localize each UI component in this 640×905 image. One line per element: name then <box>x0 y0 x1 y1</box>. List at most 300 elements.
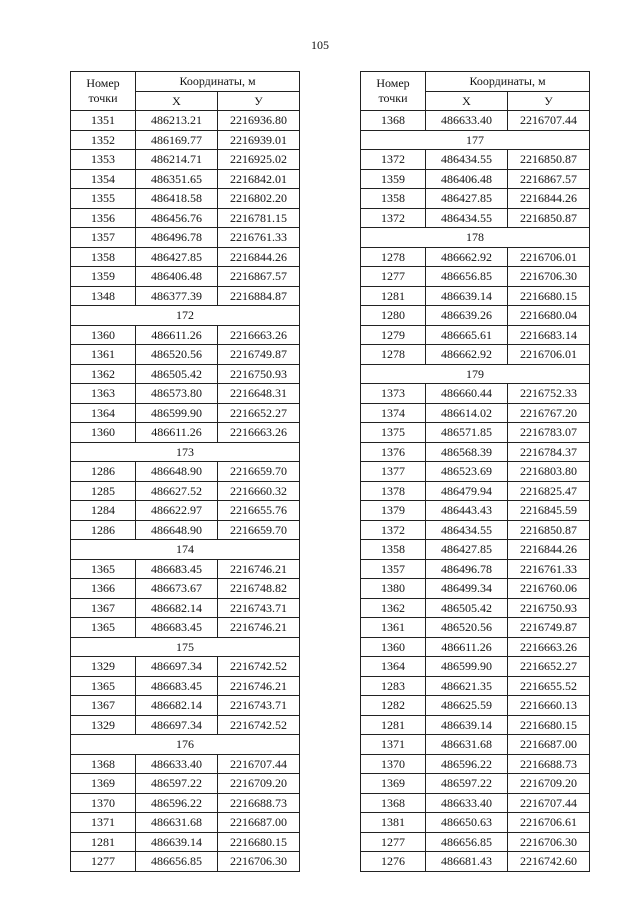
point-number-cell: 1278 <box>361 247 426 267</box>
y-coordinate-cell: 2216750.93 <box>508 598 590 618</box>
point-number-cell: 1363 <box>71 384 136 404</box>
table-row <box>71 247 300 267</box>
y-coordinate-cell: 2216655.76 <box>218 501 300 521</box>
table-row <box>71 462 300 482</box>
y-coordinate-cell: 2216844.26 <box>508 189 590 209</box>
group-header-row <box>361 364 590 384</box>
group-number: 174 <box>71 540 300 560</box>
y-coordinate-cell: 2216687.00 <box>218 813 300 833</box>
y-coordinate-cell: 2216707.44 <box>508 111 590 131</box>
y-coordinate-cell: 2216706.01 <box>508 345 590 365</box>
table-row <box>71 520 300 540</box>
header-y: У <box>508 91 590 111</box>
point-number-cell: 1371 <box>71 813 136 833</box>
y-coordinate-cell: 2216867.57 <box>218 267 300 287</box>
y-coordinate-cell: 2216663.26 <box>218 325 300 345</box>
x-coordinate-cell: 486633.40 <box>426 111 508 131</box>
table-row <box>71 813 300 833</box>
table-row <box>361 540 590 560</box>
x-coordinate-cell: 486418.58 <box>136 189 218 209</box>
y-coordinate-cell: 2216767.20 <box>508 403 590 423</box>
x-coordinate-cell: 486683.45 <box>136 618 218 638</box>
x-coordinate-cell: 486611.26 <box>136 423 218 443</box>
table-row <box>71 189 300 209</box>
x-coordinate-cell: 486406.48 <box>426 169 508 189</box>
y-coordinate-cell: 2216706.01 <box>508 247 590 267</box>
x-coordinate-cell: 486621.35 <box>426 676 508 696</box>
group-number: 177 <box>361 130 590 150</box>
point-number-cell: 1370 <box>71 793 136 813</box>
point-number-cell: 1380 <box>361 579 426 599</box>
point-number-cell: 1361 <box>71 345 136 365</box>
x-coordinate-cell: 486505.42 <box>136 364 218 384</box>
point-number-cell: 1357 <box>361 559 426 579</box>
point-number-cell: 1359 <box>71 267 136 287</box>
y-coordinate-cell: 2216680.15 <box>508 286 590 306</box>
group-header-row <box>361 228 590 248</box>
coordinates-table-left <box>70 71 300 872</box>
point-number-cell: 1372 <box>361 520 426 540</box>
header-coordinates: Координаты, м <box>426 72 590 92</box>
table-row <box>361 637 590 657</box>
table-row <box>361 501 590 521</box>
table-row <box>361 150 590 170</box>
y-coordinate-cell: 2216743.71 <box>218 696 300 716</box>
group-number: 175 <box>71 637 300 657</box>
x-coordinate-cell: 486427.85 <box>426 540 508 560</box>
table-row <box>71 364 300 384</box>
table-row <box>71 676 300 696</box>
x-coordinate-cell: 486597.22 <box>136 774 218 794</box>
table-row <box>361 403 590 423</box>
table-row <box>361 774 590 794</box>
x-coordinate-cell: 486622.97 <box>136 501 218 521</box>
group-header-row <box>71 442 300 462</box>
x-coordinate-cell: 486434.55 <box>426 150 508 170</box>
y-coordinate-cell: 2216742.52 <box>218 715 300 735</box>
point-number-cell: 1377 <box>361 462 426 482</box>
point-number-cell: 1360 <box>71 325 136 345</box>
y-coordinate-cell: 2216844.26 <box>218 247 300 267</box>
table-row <box>361 267 590 287</box>
x-coordinate-cell: 486573.80 <box>136 384 218 404</box>
table-row <box>361 735 590 755</box>
x-coordinate-cell: 486496.78 <box>426 559 508 579</box>
point-number-cell: 1353 <box>71 150 136 170</box>
y-coordinate-cell: 2216749.87 <box>218 345 300 365</box>
point-number-cell: 1359 <box>361 169 426 189</box>
table-row <box>71 345 300 365</box>
point-number-cell: 1281 <box>361 715 426 735</box>
point-number-cell: 1372 <box>361 208 426 228</box>
y-coordinate-cell: 2216825.47 <box>508 481 590 501</box>
x-coordinate-cell: 486639.14 <box>136 832 218 852</box>
y-coordinate-cell: 2216784.37 <box>508 442 590 462</box>
point-number-cell: 1356 <box>71 208 136 228</box>
point-number-cell: 1376 <box>361 442 426 462</box>
table-row <box>361 111 590 131</box>
table-row <box>71 423 300 443</box>
table-row <box>71 657 300 677</box>
y-coordinate-cell: 2216750.93 <box>218 364 300 384</box>
x-coordinate-cell: 486656.85 <box>136 852 218 872</box>
point-number-cell: 1362 <box>71 364 136 384</box>
y-coordinate-cell: 2216687.00 <box>508 735 590 755</box>
y-coordinate-cell: 2216850.87 <box>508 520 590 540</box>
y-coordinate-cell: 2216680.15 <box>218 832 300 852</box>
table-row <box>71 403 300 423</box>
x-coordinate-cell: 486673.67 <box>136 579 218 599</box>
y-coordinate-cell: 2216706.30 <box>218 852 300 872</box>
table-row <box>361 754 590 774</box>
point-number-cell: 1281 <box>71 832 136 852</box>
x-coordinate-cell: 486571.85 <box>426 423 508 443</box>
table-row <box>71 501 300 521</box>
table-row <box>361 832 590 852</box>
point-number-cell: 1352 <box>71 130 136 150</box>
table-row <box>361 598 590 618</box>
group-number: 178 <box>361 228 590 248</box>
group-header-row <box>71 540 300 560</box>
y-coordinate-cell: 2216707.44 <box>508 793 590 813</box>
table-row <box>361 852 590 872</box>
point-number-cell: 1361 <box>361 618 426 638</box>
table-row <box>361 520 590 540</box>
table-row <box>361 325 590 345</box>
group-header-row <box>361 130 590 150</box>
x-coordinate-cell: 486648.90 <box>136 462 218 482</box>
table-row <box>361 793 590 813</box>
x-coordinate-cell: 486633.40 <box>136 754 218 774</box>
x-coordinate-cell: 486650.63 <box>426 813 508 833</box>
y-coordinate-cell: 2216706.61 <box>508 813 590 833</box>
point-number-cell: 1286 <box>71 520 136 540</box>
group-header-row <box>71 306 300 326</box>
point-number-cell: 1369 <box>361 774 426 794</box>
point-number-cell: 1378 <box>361 481 426 501</box>
coordinates-table-right <box>360 71 590 872</box>
point-number-cell: 1277 <box>361 832 426 852</box>
x-coordinate-cell: 486434.55 <box>426 208 508 228</box>
x-coordinate-cell: 486596.22 <box>426 754 508 774</box>
group-number: 172 <box>71 306 300 326</box>
point-number-cell: 1364 <box>361 657 426 677</box>
table-row <box>71 618 300 638</box>
point-number-cell: 1365 <box>71 559 136 579</box>
point-number-cell: 1283 <box>361 676 426 696</box>
x-coordinate-cell: 486683.45 <box>136 559 218 579</box>
point-number-cell: 1357 <box>71 228 136 248</box>
y-coordinate-cell: 2216748.82 <box>218 579 300 599</box>
x-coordinate-cell: 486631.68 <box>136 813 218 833</box>
y-coordinate-cell: 2216709.20 <box>218 774 300 794</box>
x-coordinate-cell: 486656.85 <box>426 832 508 852</box>
y-coordinate-cell: 2216742.60 <box>508 852 590 872</box>
x-coordinate-cell: 486660.44 <box>426 384 508 404</box>
group-header-row <box>71 637 300 657</box>
table-row <box>71 208 300 228</box>
y-coordinate-cell: 2216659.70 <box>218 520 300 540</box>
x-coordinate-cell: 486662.92 <box>426 345 508 365</box>
x-coordinate-cell: 486648.90 <box>136 520 218 540</box>
point-number-cell: 1354 <box>71 169 136 189</box>
table-row <box>361 462 590 482</box>
x-coordinate-cell: 486406.48 <box>136 267 218 287</box>
table-row <box>71 559 300 579</box>
point-number-cell: 1367 <box>71 696 136 716</box>
point-number-cell: 1369 <box>71 774 136 794</box>
point-number-cell: 1371 <box>361 735 426 755</box>
table-row <box>361 189 590 209</box>
point-number-cell: 1348 <box>71 286 136 306</box>
x-coordinate-cell: 486639.14 <box>426 286 508 306</box>
x-coordinate-cell: 486496.78 <box>136 228 218 248</box>
point-number-cell: 1281 <box>361 286 426 306</box>
point-number-cell: 1365 <box>71 618 136 638</box>
x-coordinate-cell: 486434.55 <box>426 520 508 540</box>
table-row <box>361 657 590 677</box>
table-row <box>71 832 300 852</box>
y-coordinate-cell: 2216743.71 <box>218 598 300 618</box>
table-row <box>361 306 590 326</box>
header-point-number: Номер точки <box>71 72 136 111</box>
group-number: 176 <box>71 735 300 755</box>
y-coordinate-cell: 2216648.31 <box>218 384 300 404</box>
x-coordinate-cell: 486596.22 <box>136 793 218 813</box>
y-coordinate-cell: 2216781.15 <box>218 208 300 228</box>
y-coordinate-cell: 2216707.44 <box>218 754 300 774</box>
y-coordinate-cell: 2216761.33 <box>218 228 300 248</box>
y-coordinate-cell: 2216867.57 <box>508 169 590 189</box>
x-coordinate-cell: 486681.43 <box>426 852 508 872</box>
point-number-cell: 1367 <box>71 598 136 618</box>
table-row <box>71 228 300 248</box>
point-number-cell: 1358 <box>361 540 426 560</box>
table-row <box>71 267 300 287</box>
x-coordinate-cell: 486662.92 <box>426 247 508 267</box>
point-number-cell: 1368 <box>71 754 136 774</box>
x-coordinate-cell: 486597.22 <box>426 774 508 794</box>
point-number-cell: 1277 <box>361 267 426 287</box>
x-coordinate-cell: 486599.90 <box>426 657 508 677</box>
x-coordinate-cell: 486443.43 <box>426 501 508 521</box>
group-number: 179 <box>361 364 590 384</box>
table-row <box>361 696 590 716</box>
y-coordinate-cell: 2216655.52 <box>508 676 590 696</box>
x-coordinate-cell: 486214.71 <box>136 150 218 170</box>
y-coordinate-cell: 2216844.26 <box>508 540 590 560</box>
x-coordinate-cell: 486627.52 <box>136 481 218 501</box>
point-number-cell: 1284 <box>71 501 136 521</box>
y-coordinate-cell: 2216683.14 <box>508 325 590 345</box>
x-coordinate-cell: 486639.26 <box>426 306 508 326</box>
x-coordinate-cell: 486611.26 <box>136 325 218 345</box>
point-number-cell: 1368 <box>361 111 426 131</box>
point-number-cell: 1355 <box>71 189 136 209</box>
point-number-cell: 1329 <box>71 715 136 735</box>
point-number-cell: 1364 <box>71 403 136 423</box>
table-row <box>71 384 300 404</box>
y-coordinate-cell: 2216850.87 <box>508 208 590 228</box>
x-coordinate-cell: 486599.90 <box>136 403 218 423</box>
table-row <box>361 247 590 267</box>
x-coordinate-cell: 486523.69 <box>426 462 508 482</box>
table-row <box>71 481 300 501</box>
point-number-cell: 1373 <box>361 384 426 404</box>
point-number-cell: 1360 <box>71 423 136 443</box>
x-coordinate-cell: 486427.85 <box>426 189 508 209</box>
table-row <box>71 774 300 794</box>
y-coordinate-cell: 2216761.33 <box>508 559 590 579</box>
x-coordinate-cell: 486505.42 <box>426 598 508 618</box>
group-header-row <box>71 735 300 755</box>
point-number-cell: 1360 <box>361 637 426 657</box>
x-coordinate-cell: 486499.34 <box>426 579 508 599</box>
y-coordinate-cell: 2216746.21 <box>218 618 300 638</box>
point-number-cell: 1278 <box>361 345 426 365</box>
table-row <box>361 442 590 462</box>
point-number-cell: 1366 <box>71 579 136 599</box>
y-coordinate-cell: 2216706.30 <box>508 832 590 852</box>
table-row <box>361 169 590 189</box>
header-y: У <box>218 91 300 111</box>
table-row <box>361 618 590 638</box>
table-row <box>361 345 590 365</box>
y-coordinate-cell: 2216803.80 <box>508 462 590 482</box>
x-coordinate-cell: 486520.56 <box>426 618 508 638</box>
point-number-cell: 1370 <box>361 754 426 774</box>
x-coordinate-cell: 486633.40 <box>426 793 508 813</box>
point-number-cell: 1365 <box>71 676 136 696</box>
y-coordinate-cell: 2216680.04 <box>508 306 590 326</box>
y-coordinate-cell: 2216652.27 <box>218 403 300 423</box>
header-x: X <box>426 91 508 111</box>
point-number-cell: 1358 <box>361 189 426 209</box>
table-row <box>361 676 590 696</box>
point-number-cell: 1375 <box>361 423 426 443</box>
y-coordinate-cell: 2216746.21 <box>218 676 300 696</box>
y-coordinate-cell: 2216936.80 <box>218 111 300 131</box>
header-x: X <box>136 91 218 111</box>
x-coordinate-cell: 486568.39 <box>426 442 508 462</box>
point-number-cell: 1379 <box>361 501 426 521</box>
y-coordinate-cell: 2216659.70 <box>218 462 300 482</box>
x-coordinate-cell: 486520.56 <box>136 345 218 365</box>
x-coordinate-cell: 486665.61 <box>426 325 508 345</box>
point-number-cell: 1372 <box>361 150 426 170</box>
y-coordinate-cell: 2216706.30 <box>508 267 590 287</box>
point-number-cell: 1282 <box>361 696 426 716</box>
table-row <box>71 793 300 813</box>
y-coordinate-cell: 2216752.33 <box>508 384 590 404</box>
x-coordinate-cell: 486631.68 <box>426 735 508 755</box>
y-coordinate-cell: 2216746.21 <box>218 559 300 579</box>
x-coordinate-cell: 486169.77 <box>136 130 218 150</box>
point-number-cell: 1279 <box>361 325 426 345</box>
header-point-number: Номер точки <box>361 72 426 111</box>
point-number-cell: 1329 <box>71 657 136 677</box>
point-number-cell: 1358 <box>71 247 136 267</box>
table-row <box>71 598 300 618</box>
header-coordinates: Координаты, м <box>136 72 300 92</box>
x-coordinate-cell: 486611.26 <box>426 637 508 657</box>
x-coordinate-cell: 486213.21 <box>136 111 218 131</box>
table-row <box>71 754 300 774</box>
y-coordinate-cell: 2216749.87 <box>508 618 590 638</box>
x-coordinate-cell: 486682.14 <box>136 598 218 618</box>
table-row <box>71 111 300 131</box>
y-coordinate-cell: 2216925.02 <box>218 150 300 170</box>
y-coordinate-cell: 2216709.20 <box>508 774 590 794</box>
y-coordinate-cell: 2216688.73 <box>218 793 300 813</box>
table-row <box>71 150 300 170</box>
y-coordinate-cell: 2216850.87 <box>508 150 590 170</box>
y-coordinate-cell: 2216939.01 <box>218 130 300 150</box>
table-row <box>71 169 300 189</box>
point-number-cell: 1351 <box>71 111 136 131</box>
x-coordinate-cell: 486351.65 <box>136 169 218 189</box>
x-coordinate-cell: 486697.34 <box>136 715 218 735</box>
point-number-cell: 1362 <box>361 598 426 618</box>
point-number-cell: 1368 <box>361 793 426 813</box>
table-row <box>361 559 590 579</box>
y-coordinate-cell: 2216783.07 <box>508 423 590 443</box>
y-coordinate-cell: 2216652.27 <box>508 657 590 677</box>
y-coordinate-cell: 2216663.26 <box>508 637 590 657</box>
point-number-cell: 1280 <box>361 306 426 326</box>
page-number: 105 <box>311 38 329 52</box>
point-number-cell: 1374 <box>361 403 426 423</box>
x-coordinate-cell: 486377.39 <box>136 286 218 306</box>
x-coordinate-cell: 486697.34 <box>136 657 218 677</box>
x-coordinate-cell: 486625.59 <box>426 696 508 716</box>
y-coordinate-cell: 2216884.87 <box>218 286 300 306</box>
y-coordinate-cell: 2216660.13 <box>508 696 590 716</box>
y-coordinate-cell: 2216680.15 <box>508 715 590 735</box>
x-coordinate-cell: 486682.14 <box>136 696 218 716</box>
point-number-cell: 1276 <box>361 852 426 872</box>
x-coordinate-cell: 486683.45 <box>136 676 218 696</box>
table-row <box>71 696 300 716</box>
point-number-cell: 1286 <box>71 462 136 482</box>
table-row <box>361 423 590 443</box>
y-coordinate-cell: 2216688.73 <box>508 754 590 774</box>
table-row <box>361 579 590 599</box>
table-row <box>361 286 590 306</box>
y-coordinate-cell: 2216663.26 <box>218 423 300 443</box>
table-row <box>71 579 300 599</box>
table-row <box>71 325 300 345</box>
point-number-cell: 1285 <box>71 481 136 501</box>
x-coordinate-cell: 486456.76 <box>136 208 218 228</box>
point-number-cell: 1381 <box>361 813 426 833</box>
y-coordinate-cell: 2216742.52 <box>218 657 300 677</box>
table-row <box>71 130 300 150</box>
group-number: 173 <box>71 442 300 462</box>
x-coordinate-cell: 486479.94 <box>426 481 508 501</box>
table-row <box>361 208 590 228</box>
y-coordinate-cell: 2216802.20 <box>218 189 300 209</box>
table-row <box>71 852 300 872</box>
y-coordinate-cell: 2216660.32 <box>218 481 300 501</box>
point-number-cell: 1277 <box>71 852 136 872</box>
table-row <box>361 481 590 501</box>
table-row <box>361 715 590 735</box>
table-row <box>361 384 590 404</box>
x-coordinate-cell: 486656.85 <box>426 267 508 287</box>
table-row <box>71 286 300 306</box>
y-coordinate-cell: 2216760.06 <box>508 579 590 599</box>
